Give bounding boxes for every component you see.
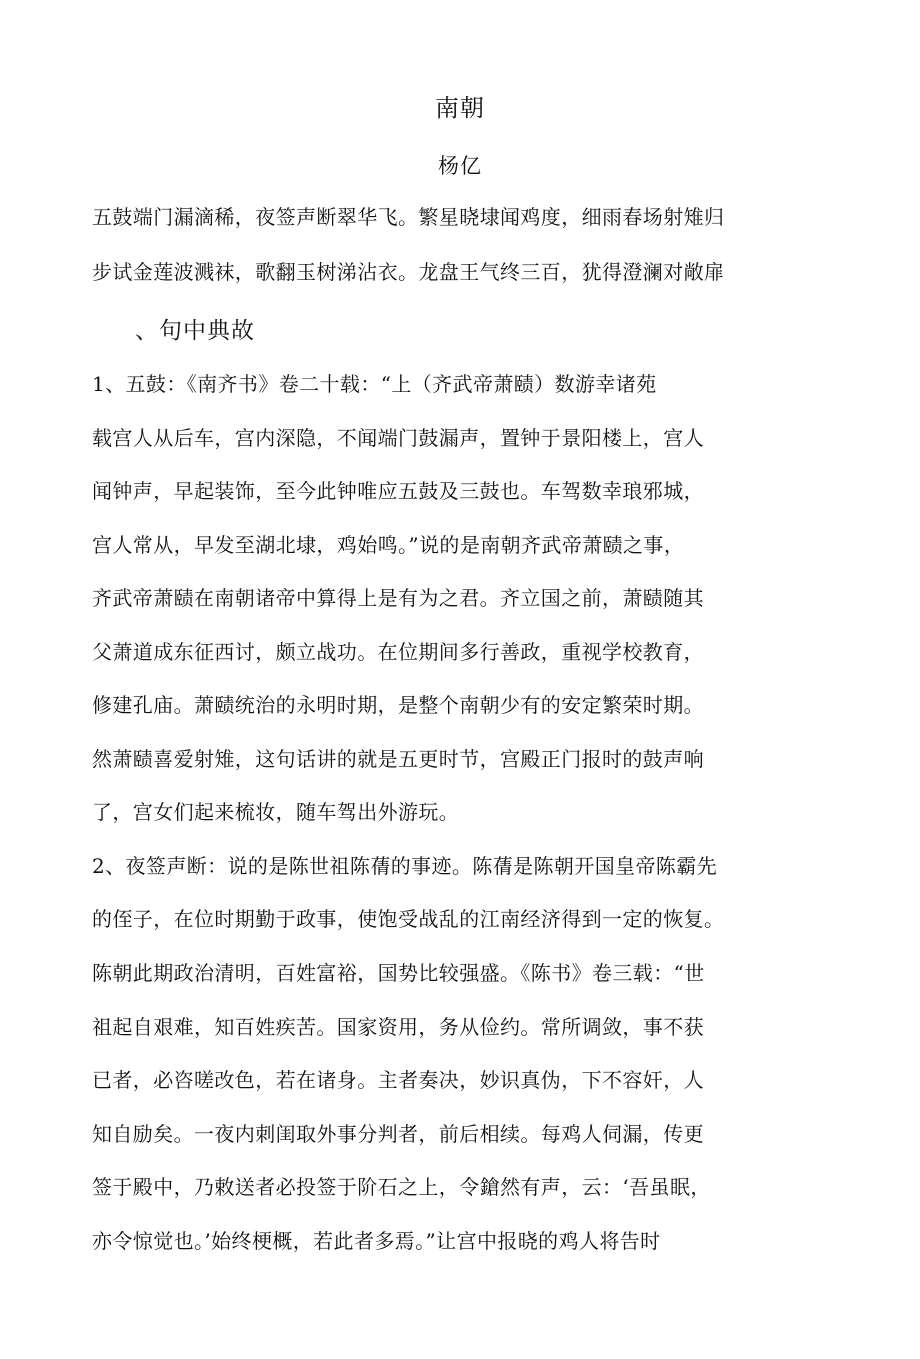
body-line: 2、夜签声断：说的是陈世祖陈蒨的事迹。陈蒨是陈朝开国皇帝陈霸先 [92,854,718,878]
body-line: 1、五鼓：《南齐书》卷二十载：“上（齐武帝萧赜）数游幸诸苑 [92,372,657,396]
poem-title: 南朝 [435,94,485,122]
body-line: 齐武帝萧赜在南朝诸帝中算得上是有为之君。齐立国之前，萧赜随其 [92,586,704,610]
body-line: 知自励矣。一夜内刺闺取外事分判者，前后相续。每鸡人伺漏，传更 [92,1122,704,1146]
body-line: 祖起自艰难，知百姓疾苦。国家资用，务从俭约。常所调敛，事不获 [92,1015,704,1039]
poem-line: 五鼓端门漏滴稀，夜签声断翠华飞。繁星晓埭闻鸡度，细雨春场射雉归 [92,205,725,229]
body-line: 已者，必咨嗟改色，若在诸身。主者奏决，妙识真伪，下不容奸，人 [92,1068,704,1092]
body-line: 载宫人从后车，宫内深隐，不闻端门鼓漏声，置钟于景阳楼上，宫人 [92,426,704,450]
body-line: 的侄子，在位时期勤于政事，使饱受战乱的江南经济得到一定的恢复。 [92,907,725,931]
body-line: 了，宫女们起来梳妆，随车驾出外游玩。 [92,800,460,824]
poem-line: 步试金莲波溅袜，歌翻玉树涕沾衣。龙盘王气终三百，犹得澄澜对敞扉 [92,260,725,284]
body-line: 闻钟声，早起装饰，至今此钟唯应五鼓及三鼓也。车驾数幸琅邪城， [92,479,704,503]
body-line: 修建孔庙。萧赜统治的永明时期，是整个南朝少有的安定繁荣时期。 [92,693,704,717]
body-line: 宫人常从，早发至湖北埭，鸡始鸣。”说的是南朝齐武帝萧赜之事， [92,533,685,557]
body-line: 签于殿中，乃敕送者必投签于阶石之上，令鎗然有声，云：‘吾虽眠， [92,1175,711,1199]
body-line: 父萧道成东征西讨，颇立战功。在位期间多行善政，重视学校教育， [92,640,704,664]
section-heading: 、句中典故 [135,318,255,344]
body-line: 然萧赜喜爱射雉，这句话讲的就是五更时节，宫殿正门报时的鼓声响 [92,747,704,771]
body-line: 亦令惊觉也。’始终梗概，若此者多焉。”让宫中报晓的鸡人将告时 [92,1229,661,1253]
poem-author: 杨亿 [438,154,482,178]
body-line: 陈朝此期政治清明，百姓富裕，国势比较强盛。《陈书》卷三载：“世 [92,961,705,985]
